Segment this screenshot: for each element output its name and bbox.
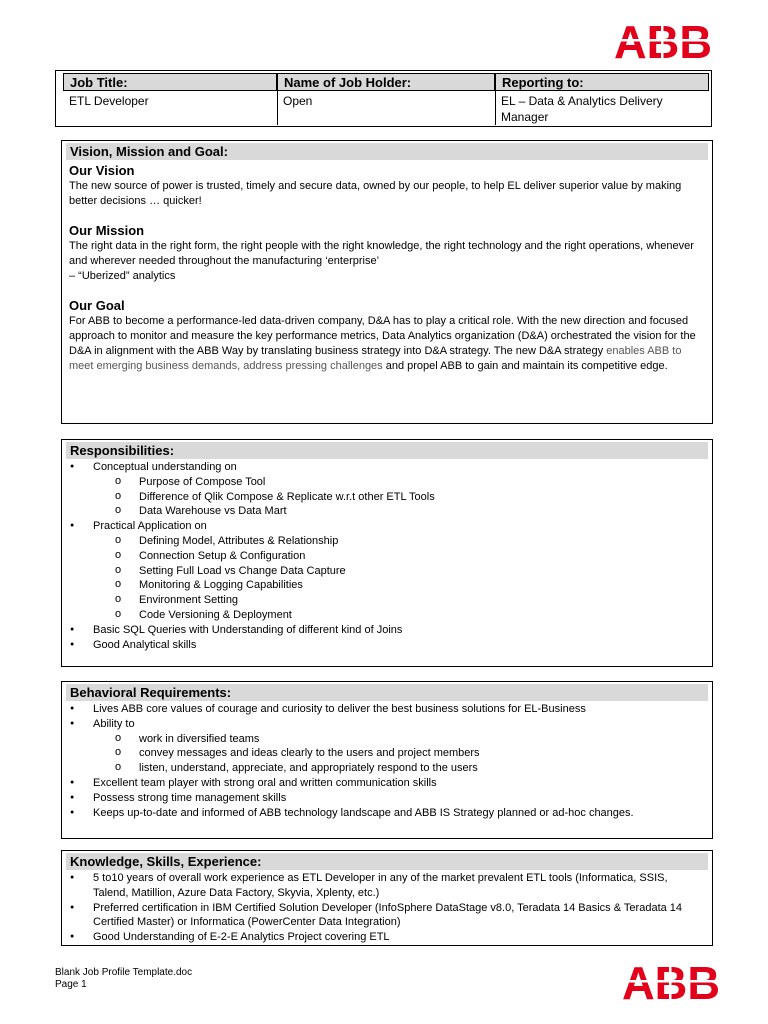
sub-list-item: o work in diversified teams: [69, 732, 705, 747]
sub-list-item: o Code Versioning & Deployment: [69, 608, 705, 623]
list-item: ● Keeps up-to-date and informed of ABB technology landscape and ABB IS Strategy planned or ad-hoc changes.: [69, 806, 705, 821]
mission-text-uberized: – “Uberized” analytics: [69, 270, 176, 282]
reporting-cell: [495, 73, 709, 125]
footer-page-number: Page 1: [55, 979, 87, 990]
list-item: ● Basic SQL Queries with Understanding of different kind of Joins: [69, 623, 705, 638]
goal-text-highlight: enables ABB to meet emerging business demands, address pressing challenges: [69, 345, 682, 372]
list-item: ● Ability to: [69, 717, 705, 732]
list-item: ● Practical Application on: [69, 519, 705, 534]
behavioral-list: [69, 702, 705, 820]
behavioral-section: [61, 681, 713, 839]
footer-filename: Blank Job Profile Template.doc: [55, 967, 193, 978]
vision-text: The new source of power is trusted, timely and secure data, owned by our people, to help EL deliver superior value by making better decisions … quicker!: [69, 180, 682, 207]
knowledge-list: [69, 871, 705, 945]
job-title-label: Job Title:: [63, 73, 277, 91]
goal-text-part-a: For ABB to become a performance-led data-driven company, D&A has to play a critical role. With the new direction and focused approach to monitor and measure the key performance metrics, Data Analytics organization (D&A) orchestrated the vision for the D&A in alignment with the ABB Way by translating business strategy into D&A strategy. The new D&A strategy: [69, 315, 696, 357]
job-header-table: [55, 70, 712, 127]
vision-section-title: Vision, Mission and Goal:: [66, 143, 708, 160]
sub-list-item: o Purpose of Compose Tool: [69, 475, 705, 490]
sub-list-item: o Environment Setting: [69, 593, 705, 608]
sub-list-item: o Difference of Qlik Compose & Replicate w.r.t other ETL Tools: [69, 490, 705, 505]
reporting-value: EL – Data & Analytics Delivery Manager: [501, 94, 663, 124]
reporting-label: Reporting to:: [495, 73, 709, 91]
job-holder-value: Open: [283, 94, 313, 108]
list-item: ● Conceptual understanding on: [69, 460, 705, 475]
sub-list-item: o Data Warehouse vs Data Mart: [69, 504, 705, 519]
job-title-cell: [63, 73, 278, 125]
list-item: ● Possess strong time management skills: [69, 791, 705, 806]
job-holder-cell: [277, 73, 496, 125]
list-item: ● Lives ABB core values of courage and curiosity to deliver the best business solutions for EL-Business: [69, 702, 705, 717]
list-item: ● 5 to10 years of overall work experience as ETL Developer in any of the market prevalent ETL tools (Informatica, SSIS, Talend, Matillion, Azure Data Factory, Skyvia, Xplenty, etc.): [69, 871, 705, 901]
list-item: ● Preferred certification in IBM Certified Solution Developer (InfoSphere DataStage v8.0, Teradata 14 Basics & Teradata 14 Certified Master) or Informatica (PowerCenter Data Integration): [69, 901, 705, 931]
job-holder-label: Name of Job Holder:: [277, 73, 495, 91]
goal-text: [69, 314, 705, 374]
behavioral-section-title: Behavioral Requirements:: [66, 684, 708, 701]
sub-list-item: o Defining Model, Attributes & Relationship: [69, 534, 705, 549]
sub-list-item: o Monitoring & Logging Capabilities: [69, 578, 705, 593]
mission-text: The right data in the right form, the right people with the right knowledge, the right technology and the right operations, whenever and wherever needed throughout the manufacturing ‘enterprise’: [69, 240, 694, 267]
sub-list-item: o listen, understand, appreciate, and appropriately respond to the users: [69, 761, 705, 776]
page-footer: [55, 967, 192, 991]
list-item: ● Good Understanding of E-2-E Analytics Project covering ETL: [69, 930, 705, 945]
responsibilities-section: [61, 439, 713, 667]
list-item: ● Good Analytical skills: [69, 638, 705, 653]
goal-text-part-c: and propel ABB to gain and maintain its competitive edge.: [382, 360, 668, 372]
sub-list-item: o Connection Setup & Configuration: [69, 549, 705, 564]
knowledge-section-title: Knowledge, Skills, Experience:: [66, 853, 708, 870]
goal-heading: Our Goal: [69, 298, 125, 313]
vision-section: [61, 140, 713, 424]
sub-list-item: o Setting Full Load vs Change Data Capture: [69, 564, 705, 579]
mission-heading: Our Mission: [69, 223, 145, 238]
abb-logo-footer: [622, 962, 720, 1002]
job-title-value: ETL Developer: [69, 94, 149, 108]
knowledge-section: [61, 850, 713, 946]
responsibilities-list: [69, 460, 705, 652]
sub-list-item: o convey messages and ideas clearly to the users and project members: [69, 746, 705, 761]
list-item: ● Excellent team player with strong oral and written communication skills: [69, 776, 705, 791]
vision-heading: Our Vision: [69, 163, 135, 178]
responsibilities-section-title: Responsibilities:: [66, 442, 708, 459]
abb-logo: [614, 21, 712, 61]
